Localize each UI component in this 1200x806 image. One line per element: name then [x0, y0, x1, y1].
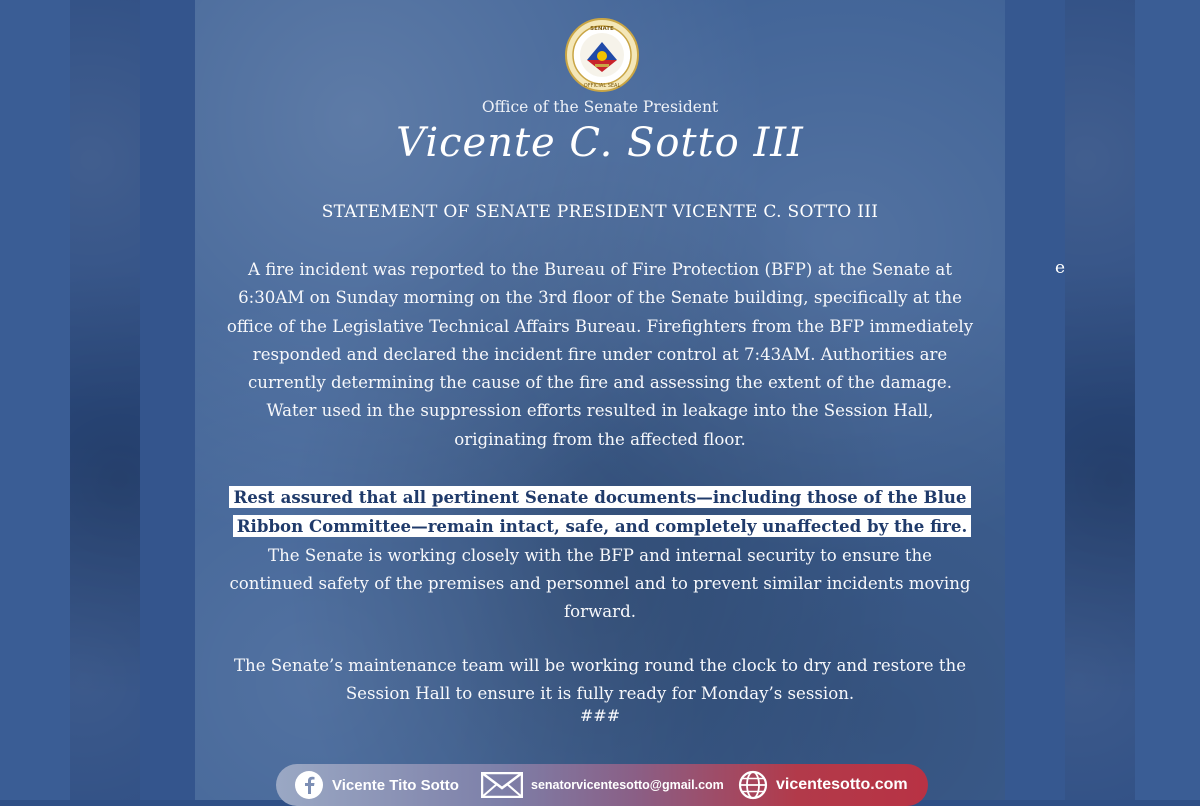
office-label: Office of the Senate President — [481, 98, 719, 116]
svg-text:SENATE: SENATE — [590, 26, 614, 32]
email-link[interactable] — [481, 770, 724, 800]
mail-icon — [481, 772, 523, 798]
facebook-handle: Vicente Tito Sotto — [332, 776, 459, 794]
paragraph-maintenance: The Senate’s maintenance team will be working round the clock to dry and restore the Session Hall to ensure it is fully ready for Monday’s session. — [233, 656, 967, 704]
website-url: vicentesotto.com — [776, 776, 908, 793]
background-strip-right-outer — [1135, 0, 1200, 800]
email-address: senatorvicentesotto@gmail.com — [531, 778, 724, 792]
svg-text:OFFICIAL SEAL: OFFICIAL SEAL — [583, 83, 621, 89]
stray-character: e — [1055, 258, 1066, 278]
end-mark: ### — [579, 706, 621, 725]
senate-president-name: Vicente C. Sotto III — [396, 120, 804, 166]
globe-icon — [738, 770, 768, 800]
website-link[interactable] — [738, 770, 908, 800]
facebook-icon — [294, 770, 324, 800]
background-strip-right-middle — [1065, 0, 1135, 800]
background-strip-left-outer — [0, 0, 70, 800]
facebook-link[interactable] — [294, 770, 459, 800]
background-strip-right-inner — [1005, 0, 1065, 800]
paragraph-assurance — [225, 483, 975, 626]
highlighted-assurance: Rest assured that all pertinent Senate documents—including those of the Blue Ribbon Committee—remain intact, safe, and completely unaffected by the fire. — [229, 486, 971, 537]
background-strip-left-middle — [70, 0, 140, 800]
background-strip-left-inner — [140, 0, 195, 800]
statement-title: STATEMENT OF SENATE PRESIDENT VICENTE C. SOTTO III — [321, 202, 879, 222]
statement-card — [195, 0, 1005, 800]
paragraph-assurance-rest: The Senate is working closely with the BFP and internal security to ensure the continued safety of the premises and personnel and to prevent similar incidents moving forward. — [229, 545, 971, 622]
paragraph-fire-incident: A fire incident was reported to the Bureau of Fire Protection (BFP) at the Senate at 6:30AM on Sunday morning on the 3rd floor of the Senate building, specifically at the office of the Legislative Technical Affairs Bureau. Firefighters from the BFP immediately responded and declared the incident fire under control at 7:43AM. Authorities are currently determining the cause of the fire and assessing the extent of the damage. Water used in the suppression efforts resulted in leakage into the Session Hall, originating from the affected floor. — [226, 260, 974, 449]
senate-seal-icon — [565, 18, 639, 92]
